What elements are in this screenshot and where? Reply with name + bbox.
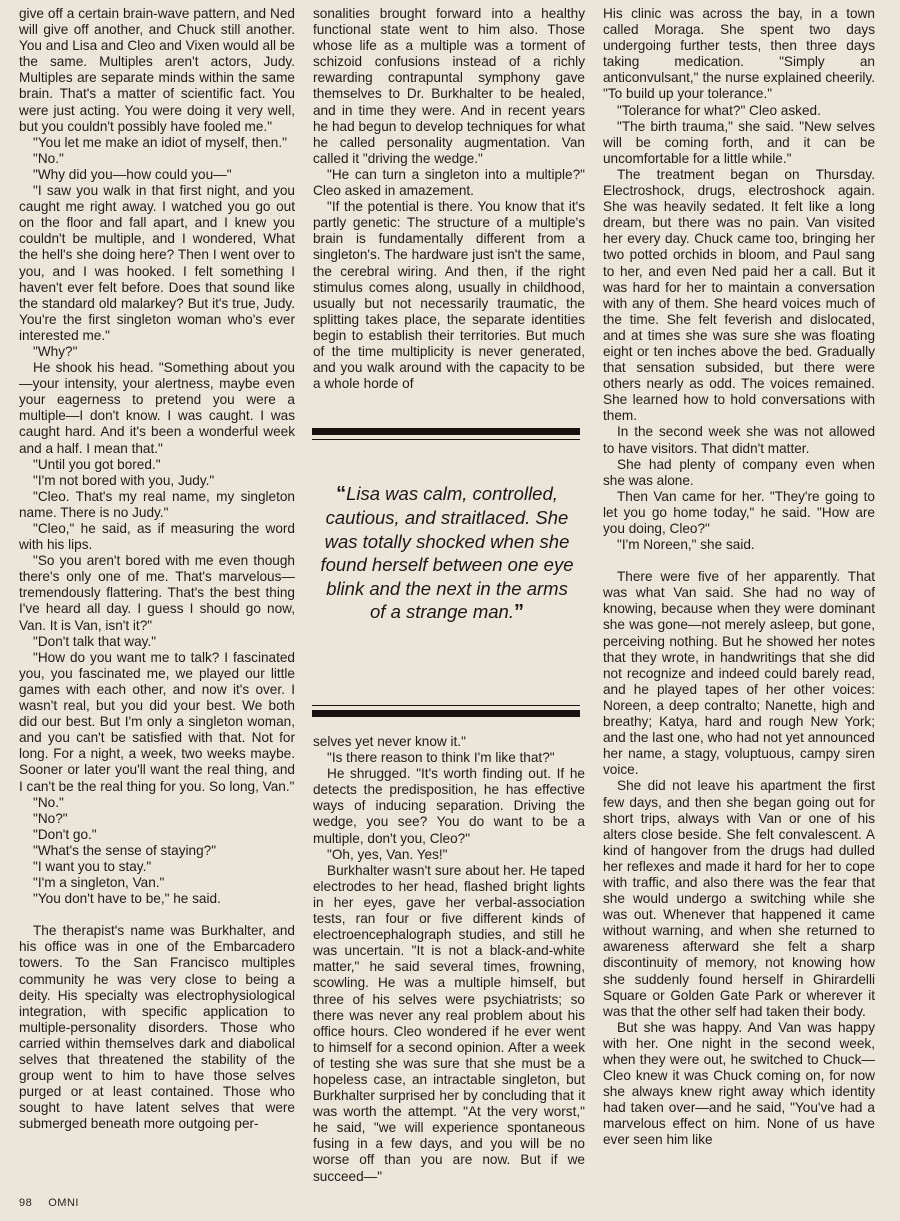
paragraph: "No?" <box>33 810 68 826</box>
pull-quote-top-rule <box>312 428 580 435</box>
pull-quote <box>318 482 576 624</box>
middle-column-lower-text <box>313 734 585 1185</box>
paragraph: The therapist's name was Burkhalter, and his office was in one of the Embarcadero towers. To the San Francisco multiples community he was very close to being a deity. His specialty was electrophysiological integration, with specific application to multiple-personality disorders. Those who carried within themselves dark and diabolical selves that threatened the stability of the group went to him to have those selves purged or at least contained. Those who sought to have latent selves that were submerged beneath more outgoing per- <box>19 923 295 1132</box>
text-column-right <box>603 6 875 1149</box>
paragraph: "No." <box>33 150 64 166</box>
text-column-left <box>19 6 295 1132</box>
page-number: 98 <box>19 1197 33 1209</box>
middle-column-upper-text <box>313 6 585 392</box>
paragraph: He shook his head. "Something about you—your intensity, your alertness, maybe even your eagerness to pretend you were a multiple—I don't know. I was caught. I was caught hard. And it's been a wonderful week and a half. I mean that." <box>19 360 295 456</box>
paragraph: "Don't go." <box>33 826 97 842</box>
paragraph: "So you aren't bored with me even though there's only one of me. That's marvelous—tremendously flattering. That's the best thing I've heard all day. I guess I should go now, Van. It is Van, isn't it?" <box>19 553 295 633</box>
pull-quote-text: Lisa was calm, controlled, cautious, and straitlaced. She was totally shocked when she found herself between one eye blink and the next in the arms of a strange man. <box>320 483 574 623</box>
paragraph: She had plenty of company even when she was alone. <box>603 456 875 488</box>
paragraph: "Cleo. That's my real name, my singleton name. There is no Judy." <box>19 488 295 520</box>
paragraph: There were five of her apparently. That was what Van said. She had no way of knowing, because when they were dominant she was gone—not merely asleep, but gone, perceiving nothing. But he showed her notes that they wrote, in handwritings that she did not recognize and indeed could barely read, and he played tapes of her other voices: Noreen, a deep contralto; Nanette, high and breathy; Katya, hard and rough New York; and the last one, who had not yet announced her name, a stagy, voluptuous, campy siren voice. <box>603 569 875 778</box>
pull-quote-top-hairline <box>312 439 580 440</box>
paragraph: "If the potential is there. You know that it's partly genetic: The structure of a multiple's brain is fundamentally different from a singleton's. The hardware just isn't the same, the cerebral wiring. And then, if the right stimulus comes along, usually in childhood, usually but not necessarily traumatic, the splitting takes place, the separate identities begin to establish their territories. But much of the time multiplicity is never generated, and you walk around with the capacity to be a whole horde of <box>313 199 585 392</box>
paragraph: "I want you to stay." <box>33 858 152 874</box>
paragraph: He shrugged. "It's worth finding out. If he detects the predisposition, he has effective ways of inducing separation. Driving the wedge, you see? You do want to be a multiple, don't you, Cleo?" <box>313 766 585 846</box>
close-quote-icon: ” <box>513 601 524 624</box>
paragraph: "Tolerance for what?" Cleo asked. <box>617 102 821 118</box>
paragraph: "Don't talk that way." <box>33 633 157 649</box>
paragraph: "Cleo," he said, as if measuring the word with his lips. <box>19 521 295 553</box>
paragraph: "The birth trauma," she said. "New selves will be coming forth, and it can be uncomfortable for a little while." <box>603 118 875 166</box>
paragraph: "You let me make an idiot of myself, then." <box>33 134 287 150</box>
pull-quote-bottom-hairline <box>312 705 580 706</box>
paragraph: "What's the sense of staying?" <box>33 842 217 858</box>
paragraph: "I'm a singleton, Van." <box>33 875 165 891</box>
paragraph: His clinic was across the bay, in a town called Moraga. She spent two days undergoing further tests, then three days taking medication. "Simply an anticonvulsant," the nurse explained cheerily. "To build up your tolerance." <box>603 6 875 102</box>
paragraph: "You don't have to be," he said. <box>33 891 221 907</box>
open-quote-icon: “ <box>336 483 347 505</box>
paragraph: "No." <box>33 794 64 810</box>
paragraph: give off a certain brain-wave pattern, and Ned will give off another, and Chuck still another. You and Lisa and Cleo and Vixen would all be the same. Multiples aren't actors, Judy. Multiples are separate minds within the same brain. That's a matter of scientific fact. You were just acting. You were doing it very well, but you couldn't possibly have fooled me." <box>19 6 295 134</box>
paragraph: "I'm Noreen," she said. <box>617 537 755 553</box>
paragraph: In the second week she was not allowed to have visitors. That didn't matter. <box>603 424 875 456</box>
paragraph: "I'm not bored with you, Judy." <box>33 472 215 488</box>
paragraph: "Why?" <box>33 343 78 359</box>
paragraph: "I saw you walk in that first night, and you caught me right away. I watched you go out on the floor and fall apart, and I knew you couldn't be multiple, and I wondered, What the hell's she doing here? Then I went over to you, and I was hooked. I felt something I haven't ever felt before. Does that sound like the standard old malarkey? But it's true, Judy. You're the first singleton woman who's ever interested me." <box>19 183 295 343</box>
paragraph: sonalities brought forward into a healthy functional state went to him also. Those whose life as a multiple was a torment of schizoid confusions instead of a richly rewarding contrapuntal symphony gave themselves to Dr. Burkhalter to be healed, and in time they were. And in recent years he had begun to develop techniques for what he called personality augmentation. Van called it "driving the wedge." <box>313 6 585 166</box>
paragraph: selves yet never know it." <box>313 734 466 749</box>
paragraph: But she was happy. And Van was happy with her. One night in the second week, when they were out, he switched to Chuck—Cleo knew it was Chuck coming on, for now she always knew right away which identity had taken over—and he said, "You've had a marvelous effect on him. None of us have ever seen him like <box>603 1019 875 1148</box>
page-footer <box>19 1197 79 1209</box>
paragraph: Burkhalter wasn't sure about her. He taped electrodes to her head, flashed bright lights in her eyes, gave her verbal-association tests, ran four or five different kinds of electroencephalograph studies, and still he was uncertain. "It is not a black-and-white matter," he said several times, frowning, scowling. He was a multiple himself, but three of his selves were psychiatrists; so there was never any real problem about his office hours. Cleo wondered if he ever went to himself for a second opinion. After a week of testing she was sure that she must be a hopeless case, an intractable singleton, but Burkhalter surprised her by concluding that it was worth the attempt. "At the very worst," he said, "we will experience spontaneous fusing in a few days, and you will be no worse off than you are now. But if we succeed—" <box>313 862 585 1184</box>
paragraph: "Until you got bored." <box>33 456 161 472</box>
pull-quote-bottom-rule <box>312 710 580 717</box>
paragraph: "Oh, yes, Van. Yes!" <box>327 846 448 862</box>
paragraph: "He can turn a singleton into a multiple?" Cleo asked in amazement. <box>313 166 585 199</box>
paragraph: Then Van came for her. "They're going to let you go home today," he said. "How are you doing, Cleo?" <box>603 488 875 536</box>
magazine-name: OMNI <box>48 1197 79 1209</box>
paragraph: "Is there reason to think I'm like that?" <box>327 750 555 766</box>
paragraph: The treatment began on Thursday. Electroshock, drugs, electroshock again. She was heavily sedated. It felt like a long dream, but there was no pain. Van visited her every day. Chuck came too, bringing her two potted orchids in bloom, and Paul sang to her, and even Ned paid her a call. But it was hard for her to maintain a conversation with any of them. She heard voices much of the time. She felt feverish and dislocated, and at times she was sure she was floating eight or ten inches above the bed. Gradually that sensation subsided, but there were others nearly as odd. The voices remained. She learned how to hold conversations with them. <box>603 166 875 424</box>
paragraph: She did not leave his apartment the first few days, and then she began going out for short trips, always with Van or one of his alters close beside. She felt convalescent. A kind of hangover from the drugs had dulled her reflexes and made it hard for her to cope with traffic, and also there was the fear that she would undergo a switching while she was out. Whenever that happened it came without warning, and when she returned to awareness afterward she felt a sharp discontinuity of memory, not knowing how she suddenly found herself in Ghirardelli Square or Golden Gate Park or wherever it was that the other self had taken their body. <box>603 778 875 1019</box>
paragraph: "Why did you—how could you—" <box>33 166 232 182</box>
paragraph: "How do you want me to talk? I fascinated you, you fascinated me, we played our little games with each other, and now it's over. I wasn't real, but you did your best. We both did our best. But I'm only a singleton woman, and you can't be satisfied with that. Not for long. For a night, a week, two weeks maybe. Sooner or later you'll want the real thing, and I can't be the real thing for you. So long, Van." <box>19 649 295 794</box>
